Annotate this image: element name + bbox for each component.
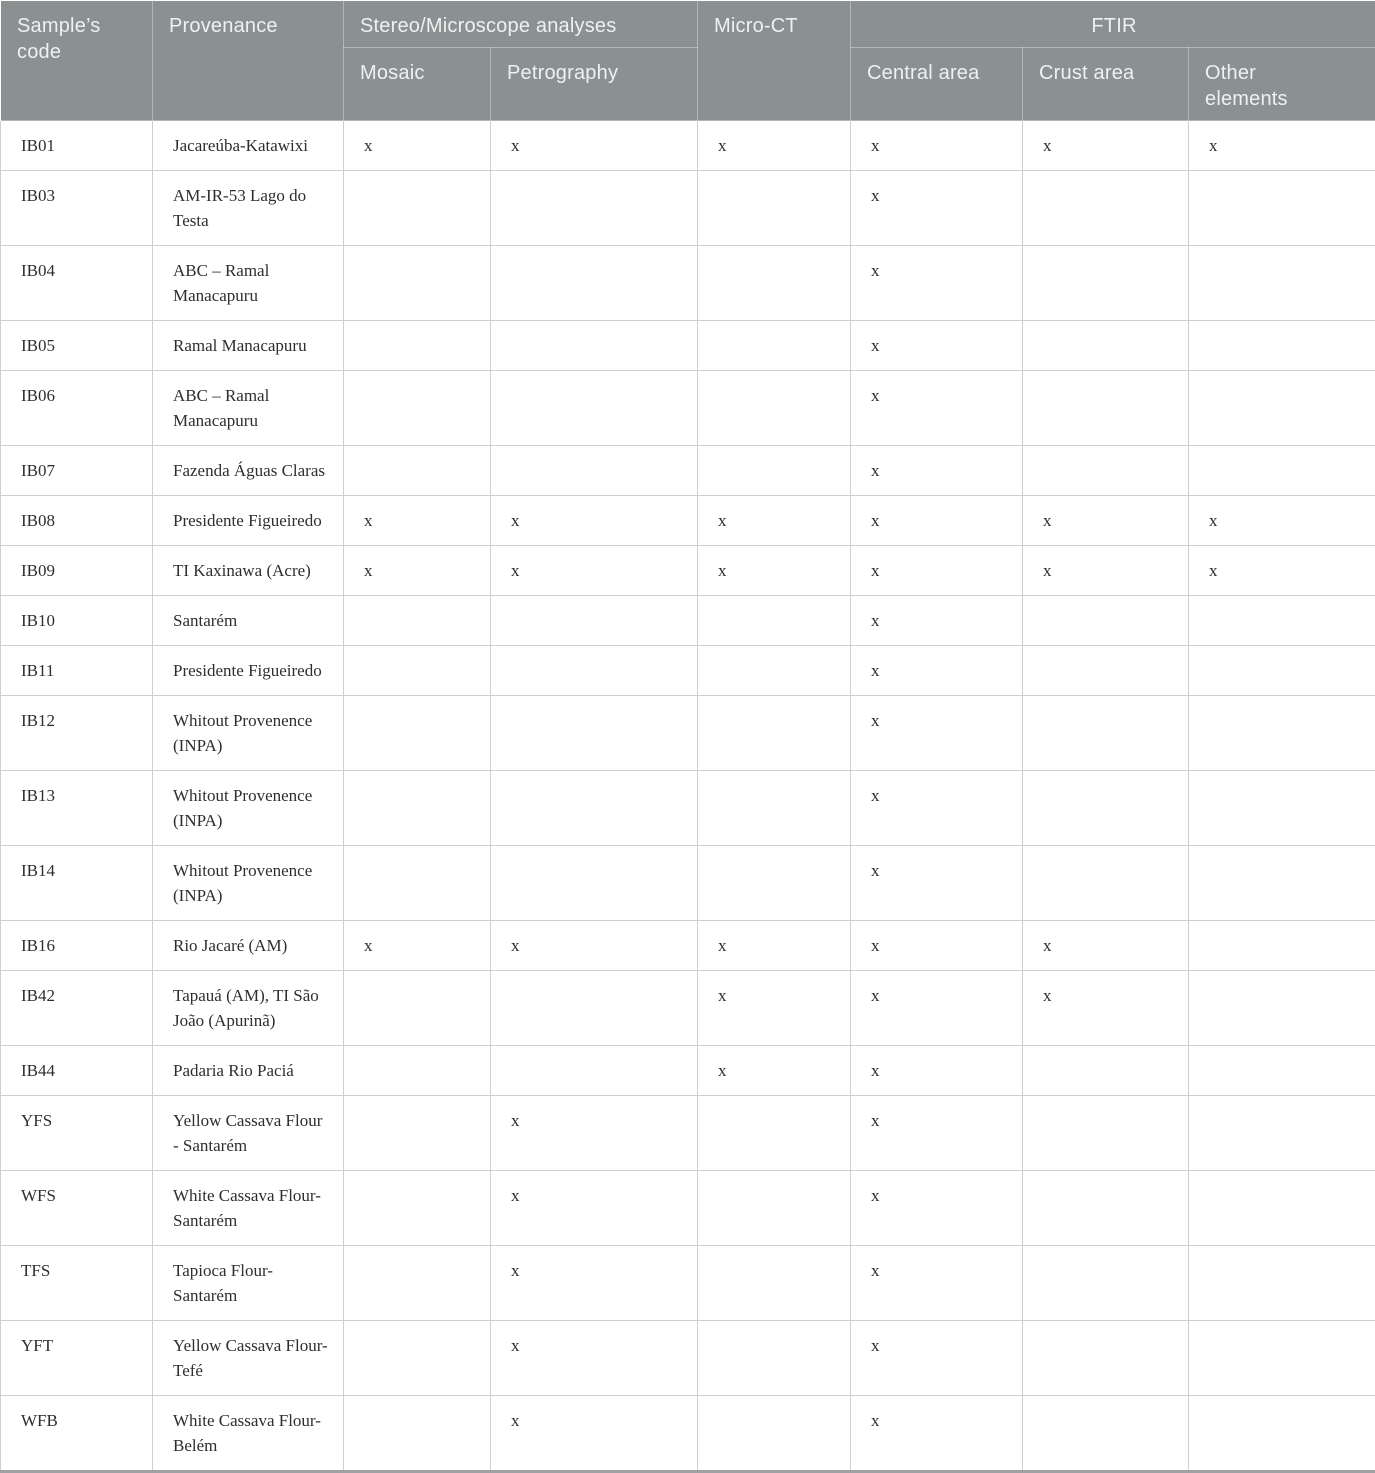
cell-micro-ct-mark	[698, 1096, 851, 1171]
cell-mosaic-mark	[344, 696, 491, 771]
table-row	[1, 696, 1375, 771]
cell-provenance: Whitout Provenence (INPA)	[153, 696, 344, 771]
cell-provenance: ABC – Ramal Manacapuru	[153, 371, 344, 446]
cell-petrography-mark: x	[491, 1321, 698, 1396]
cell-ftir-other-mark	[1189, 596, 1375, 646]
cell-micro-ct-mark: x	[698, 121, 851, 171]
header-provenance: Provenance	[153, 1, 344, 121]
cell-ftir-central-mark: x	[851, 596, 1023, 646]
cell-ftir-other-mark	[1189, 921, 1375, 971]
cell-ftir-crust-mark	[1023, 1171, 1189, 1246]
cell-sample-code: IB14	[1, 846, 153, 921]
table-row	[1, 321, 1375, 371]
cell-petrography-mark: x	[491, 1396, 698, 1472]
header-mosaic: Mosaic	[344, 48, 491, 121]
cell-sample-code: IB13	[1, 771, 153, 846]
cell-mosaic-mark: x	[344, 121, 491, 171]
cell-ftir-crust-mark	[1023, 1321, 1189, 1396]
cell-ftir-crust-mark	[1023, 371, 1189, 446]
cell-micro-ct-mark	[698, 371, 851, 446]
table-row	[1, 1246, 1375, 1321]
cell-mosaic-mark	[344, 1246, 491, 1321]
cell-micro-ct-mark	[698, 446, 851, 496]
cell-ftir-central-mark: x	[851, 1046, 1023, 1096]
cell-mosaic-mark	[344, 446, 491, 496]
cell-micro-ct-mark	[698, 596, 851, 646]
cell-ftir-central-mark: x	[851, 121, 1023, 171]
cell-ftir-other-mark: x	[1189, 496, 1375, 546]
cell-petrography-mark	[491, 246, 698, 321]
cell-ftir-crust-mark	[1023, 321, 1189, 371]
table-header	[1, 1, 1375, 121]
cell-ftir-other-mark	[1189, 321, 1375, 371]
cell-provenance: Yellow Cassava Flour- Tefé	[153, 1321, 344, 1396]
cell-ftir-central-mark: x	[851, 371, 1023, 446]
cell-ftir-central-mark: x	[851, 496, 1023, 546]
header-sample-code	[1, 1, 153, 121]
cell-ftir-central-mark: x	[851, 446, 1023, 496]
table-row	[1, 446, 1375, 496]
cell-ftir-central-mark: x	[851, 921, 1023, 971]
header-crust-area: Crust area	[1023, 48, 1189, 121]
cell-sample-code: IB05	[1, 321, 153, 371]
cell-provenance: Padaria Rio Paciá	[153, 1046, 344, 1096]
cell-petrography-mark	[491, 596, 698, 646]
cell-ftir-other-mark	[1189, 971, 1375, 1046]
cell-mosaic-mark	[344, 596, 491, 646]
cell-ftir-central-mark: x	[851, 546, 1023, 596]
cell-mosaic-mark	[344, 321, 491, 371]
table-body	[1, 121, 1375, 1472]
cell-provenance: Ramal Manacapuru	[153, 321, 344, 371]
cell-petrography-mark	[491, 371, 698, 446]
cell-sample-code: YFS	[1, 1096, 153, 1171]
cell-ftir-crust-mark: x	[1023, 921, 1189, 971]
cell-sample-code: IB03	[1, 171, 153, 246]
cell-petrography-mark: x	[491, 921, 698, 971]
cell-ftir-central-mark: x	[851, 171, 1023, 246]
cell-ftir-other-mark	[1189, 1246, 1375, 1321]
cell-provenance: White Cassava Flour- Santarém	[153, 1171, 344, 1246]
cell-sample-code: IB06	[1, 371, 153, 446]
cell-ftir-crust-mark: x	[1023, 546, 1189, 596]
cell-petrography-mark	[491, 696, 698, 771]
cell-ftir-central-mark: x	[851, 846, 1023, 921]
cell-provenance: Tapauá (AM), TI São João (Apurinã)	[153, 971, 344, 1046]
cell-sample-code: IB10	[1, 596, 153, 646]
cell-mosaic-mark	[344, 1396, 491, 1472]
cell-ftir-other-mark: x	[1189, 121, 1375, 171]
cell-micro-ct-mark	[698, 321, 851, 371]
table-row	[1, 921, 1375, 971]
cell-provenance: Rio Jacaré (AM)	[153, 921, 344, 971]
cell-provenance: Whitout Provenence (INPA)	[153, 771, 344, 846]
cell-ftir-crust-mark	[1023, 446, 1189, 496]
header-petrography: Petrography	[491, 48, 698, 121]
cell-micro-ct-mark	[698, 1246, 851, 1321]
cell-sample-code: WFS	[1, 1171, 153, 1246]
cell-petrography-mark	[491, 321, 698, 371]
cell-ftir-other-mark	[1189, 1396, 1375, 1472]
cell-provenance: Whitout Provenence (INPA)	[153, 846, 344, 921]
cell-sample-code: IB44	[1, 1046, 153, 1096]
cell-ftir-central-mark: x	[851, 971, 1023, 1046]
cell-ftir-central-mark: x	[851, 1171, 1023, 1246]
cell-mosaic-mark	[344, 171, 491, 246]
cell-ftir-central-mark: x	[851, 1321, 1023, 1396]
cell-sample-code: IB12	[1, 696, 153, 771]
cell-mosaic-mark	[344, 646, 491, 696]
cell-sample-code: IB01	[1, 121, 153, 171]
cell-micro-ct-mark: x	[698, 971, 851, 1046]
cell-ftir-crust-mark	[1023, 1246, 1189, 1321]
cell-micro-ct-mark	[698, 771, 851, 846]
cell-micro-ct-mark: x	[698, 496, 851, 546]
cell-ftir-crust-mark: x	[1023, 121, 1189, 171]
cell-sample-code: WFB	[1, 1396, 153, 1472]
cell-provenance: Presidente Figueiredo	[153, 646, 344, 696]
header-ftir-group: FTIR	[851, 1, 1375, 48]
cell-ftir-other-mark	[1189, 371, 1375, 446]
cell-ftir-crust-mark	[1023, 246, 1189, 321]
cell-ftir-crust-mark: x	[1023, 971, 1189, 1046]
cell-provenance: Santarém	[153, 596, 344, 646]
table-row	[1, 246, 1375, 321]
cell-petrography-mark	[491, 446, 698, 496]
cell-provenance: Yellow Cassava Flour - Santarém	[153, 1096, 344, 1171]
table-row	[1, 1046, 1375, 1096]
cell-mosaic-mark	[344, 846, 491, 921]
header-central-area: Central area	[851, 48, 1023, 121]
cell-ftir-central-mark: x	[851, 696, 1023, 771]
cell-provenance: Fazenda Águas Claras	[153, 446, 344, 496]
cell-ftir-central-mark: x	[851, 1396, 1023, 1472]
cell-ftir-other-mark	[1189, 1046, 1375, 1096]
cell-micro-ct-mark: x	[698, 546, 851, 596]
cell-petrography-mark	[491, 646, 698, 696]
cell-ftir-central-mark: x	[851, 1246, 1023, 1321]
header-micro-ct: Micro-CT	[698, 1, 851, 121]
cell-petrography-mark: x	[491, 1171, 698, 1246]
cell-ftir-crust-mark	[1023, 596, 1189, 646]
cell-mosaic-mark: x	[344, 546, 491, 596]
table-row	[1, 171, 1375, 246]
cell-provenance: AM-IR-53 Lago do Testa	[153, 171, 344, 246]
cell-ftir-other-mark	[1189, 646, 1375, 696]
table-row	[1, 121, 1375, 171]
cell-ftir-other-mark	[1189, 246, 1375, 321]
cell-sample-code: IB04	[1, 246, 153, 321]
table-row	[1, 371, 1375, 446]
cell-ftir-crust-mark	[1023, 171, 1189, 246]
cell-petrography-mark	[491, 171, 698, 246]
cell-ftir-crust-mark	[1023, 1046, 1189, 1096]
cell-ftir-other-mark	[1189, 446, 1375, 496]
cell-sample-code: IB42	[1, 971, 153, 1046]
cell-micro-ct-mark	[698, 246, 851, 321]
cell-micro-ct-mark	[698, 171, 851, 246]
table-row	[1, 1396, 1375, 1472]
cell-micro-ct-mark	[698, 1396, 851, 1472]
cell-provenance: Tapioca Flour- Santarém	[153, 1246, 344, 1321]
cell-mosaic-mark	[344, 371, 491, 446]
cell-ftir-crust-mark	[1023, 1396, 1189, 1472]
cell-mosaic-mark	[344, 1096, 491, 1171]
cell-provenance: TI Kaxinawa (Acre)	[153, 546, 344, 596]
table-row	[1, 1171, 1375, 1246]
cell-petrography-mark	[491, 771, 698, 846]
table-row	[1, 496, 1375, 546]
cell-provenance: Presidente Figueiredo	[153, 496, 344, 546]
header-group-row	[1, 1, 1375, 48]
cell-sample-code: IB11	[1, 646, 153, 696]
table-row	[1, 1096, 1375, 1171]
cell-ftir-other-mark	[1189, 1096, 1375, 1171]
header-sample-code-label: Sample’s code	[17, 13, 122, 65]
cell-micro-ct-mark	[698, 1171, 851, 1246]
cell-sample-code: IB08	[1, 496, 153, 546]
cell-ftir-crust-mark: x	[1023, 496, 1189, 546]
cell-ftir-other-mark	[1189, 771, 1375, 846]
cell-ftir-other-mark	[1189, 1321, 1375, 1396]
cell-sample-code: TFS	[1, 1246, 153, 1321]
table-row	[1, 971, 1375, 1046]
cell-ftir-central-mark: x	[851, 1096, 1023, 1171]
cell-micro-ct-mark	[698, 646, 851, 696]
table-row	[1, 646, 1375, 696]
cell-provenance: Jacareúba-Katawixi	[153, 121, 344, 171]
header-stereo-group: Stereo/Microscope analyses	[344, 1, 698, 48]
table-row	[1, 771, 1375, 846]
cell-sample-code: IB16	[1, 921, 153, 971]
cell-ftir-crust-mark	[1023, 646, 1189, 696]
table-row	[1, 1321, 1375, 1396]
cell-petrography-mark	[491, 846, 698, 921]
cell-provenance: ABC – Ramal Manacapuru	[153, 246, 344, 321]
cell-ftir-other-mark	[1189, 171, 1375, 246]
cell-mosaic-mark	[344, 246, 491, 321]
cell-mosaic-mark	[344, 771, 491, 846]
header-other-elements-label: Other elements	[1205, 60, 1310, 112]
cell-petrography-mark: x	[491, 121, 698, 171]
cell-mosaic-mark: x	[344, 921, 491, 971]
cell-sample-code: IB09	[1, 546, 153, 596]
cell-petrography-mark: x	[491, 1096, 698, 1171]
table-row	[1, 546, 1375, 596]
header-other-elements	[1189, 48, 1375, 121]
cell-ftir-crust-mark	[1023, 1096, 1189, 1171]
cell-micro-ct-mark: x	[698, 921, 851, 971]
cell-mosaic-mark: x	[344, 496, 491, 546]
cell-mosaic-mark	[344, 1171, 491, 1246]
table-row	[1, 596, 1375, 646]
cell-ftir-central-mark: x	[851, 321, 1023, 371]
cell-mosaic-mark	[344, 971, 491, 1046]
cell-ftir-central-mark: x	[851, 246, 1023, 321]
cell-petrography-mark	[491, 1046, 698, 1096]
cell-ftir-other-mark: x	[1189, 546, 1375, 596]
cell-sample-code: IB07	[1, 446, 153, 496]
cell-mosaic-mark	[344, 1046, 491, 1096]
cell-ftir-other-mark	[1189, 1171, 1375, 1246]
cell-ftir-crust-mark	[1023, 696, 1189, 771]
cell-ftir-other-mark	[1189, 696, 1375, 771]
cell-petrography-mark: x	[491, 546, 698, 596]
cell-ftir-crust-mark	[1023, 771, 1189, 846]
cell-mosaic-mark	[344, 1321, 491, 1396]
cell-micro-ct-mark	[698, 1321, 851, 1396]
cell-petrography-mark: x	[491, 1246, 698, 1321]
table-row	[1, 846, 1375, 921]
cell-sample-code: YFT	[1, 1321, 153, 1396]
cell-petrography-mark: x	[491, 496, 698, 546]
cell-ftir-central-mark: x	[851, 771, 1023, 846]
cell-micro-ct-mark	[698, 696, 851, 771]
cell-ftir-central-mark: x	[851, 646, 1023, 696]
cell-ftir-crust-mark	[1023, 846, 1189, 921]
cell-micro-ct-mark	[698, 846, 851, 921]
cell-petrography-mark	[491, 971, 698, 1046]
cell-provenance: White Cassava Flour- Belém	[153, 1396, 344, 1472]
cell-micro-ct-mark: x	[698, 1046, 851, 1096]
cell-ftir-other-mark	[1189, 846, 1375, 921]
